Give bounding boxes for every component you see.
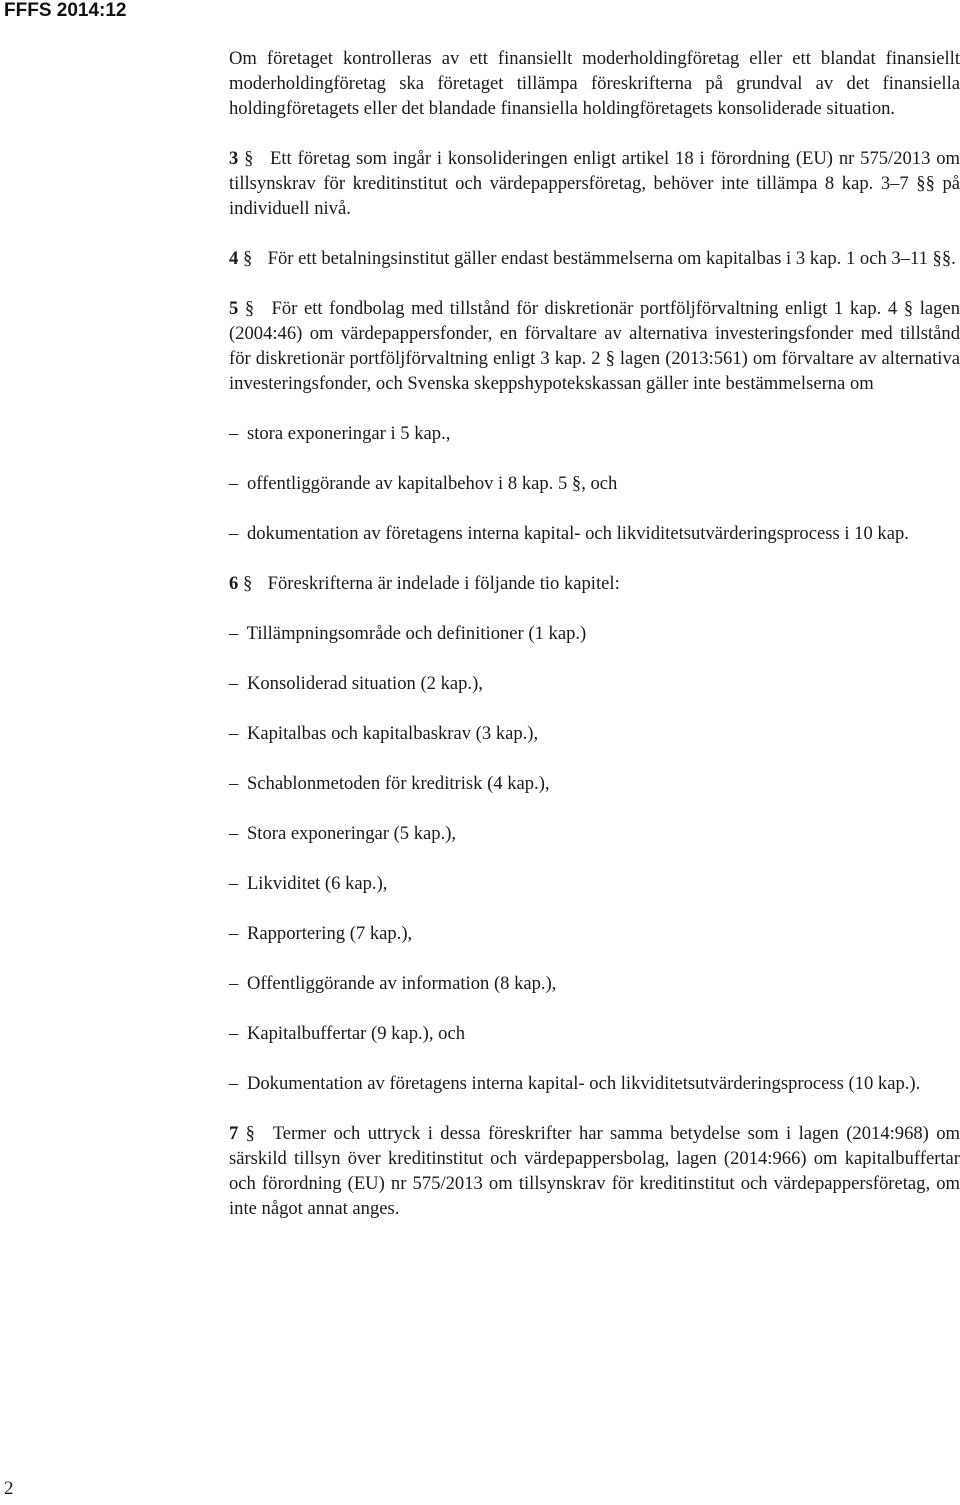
section-number: 3 [229,148,239,169]
list-item [229,1021,960,1046]
page-number: 2 [4,1478,14,1499]
section-6 [229,571,960,596]
section-5 [229,296,960,396]
dash-bullet: – [229,523,239,544]
document-body [229,46,960,1221]
section-5-list [229,421,960,546]
dash-bullet: – [229,1023,239,1044]
dash-bullet: – [229,723,239,744]
section-text: Ett företag som ingår i konsolideringen enligt artikel 18 i förordning (EU) nr 575/2013 om tillsynskrav för kreditinstitut och värdepappersföretag, behöver inte tillämpa 8 kap. 3–7 §§ på individuell nivå. [229,148,960,219]
list-item [229,721,960,746]
list-item-text: Likviditet (6 kap.), [246,873,388,894]
dash-bullet: – [229,473,239,494]
list-item-text: Kapitalbas och kapitalbaskrav (3 kap.), [246,723,539,744]
list-item [229,871,960,896]
document-header: FFFS 2014:12 [4,0,127,21]
dash-bullet: – [229,873,239,894]
section-number: 4 [229,248,239,269]
section-text: För ett fondbolag med tillstånd för diskretionär portföljförvaltning enligt 1 kap. 4 § lagen (2004:46) om värdepappersfonder, en förvaltare av alternativa investeringsfonder med tillstånd för diskretionär portföljförvaltning enligt 3 kap. 2 § lagen (2013:561) om förvaltare av alternativa investeringsfonder, och Svenska skeppshypotekskassan gäller inte bestämmelserna om [229,298,960,394]
section-6-list [229,621,960,1096]
dash-bullet: – [229,923,239,944]
list-item-text: Dokumentation av företagens interna kapital- och likviditetsutvärderingsprocess (10 kap.). [246,1073,921,1094]
section-number: 6 [229,573,239,594]
list-item [229,771,960,796]
dash-bullet: – [229,973,239,994]
dash-bullet: – [229,673,239,694]
dash-bullet: – [229,823,239,844]
list-item [229,1071,960,1096]
section-7 [229,1121,960,1221]
list-item-text: offentliggörande av kapitalbehov i 8 kap. 5 §, och [246,473,618,494]
section-sign: § [244,148,254,169]
list-item-text: dokumentation av företagens interna kapital- och likviditetsutvärderingsprocess i 10 kap. [246,523,909,544]
list-item-text: Schablonmetoden för kreditrisk (4 kap.), [246,773,550,794]
list-item-text: Rapportering (7 kap.), [246,923,413,944]
dash-bullet: – [229,423,239,444]
section-text: Termer och uttryck i dessa föreskrifter har samma betydelse som i lagen (2014:968) om särskild tillsyn över kreditinstitut och värdepappersbolag, lagen (2014:966) om kapitalbuffertar och förordning (EU) nr 575/2013 om tillsynskrav för kreditinstitut och värdepappersföretag, om inte något annat anges. [229,1123,960,1219]
list-item-text: Konsoliderad situation (2 kap.), [246,673,483,694]
list-item [229,421,960,446]
list-item [229,521,960,546]
section-text: För ett betalningsinstitut gäller endast bestämmelserna om kapitalbas i 3 kap. 1 och 3–11 §§. [267,248,956,269]
list-item [229,971,960,996]
intro-paragraph: Om företaget kontrolleras av ett finansiellt moderholdingföretag eller ett blandat finansiellt moderholdingföretag ska företaget tillämpa föreskrifterna på grundval av det finansiella holdingföretagets eller det blandade finansiella holdingföretagets konsoliderade situation. [229,48,960,119]
list-item [229,621,960,646]
section-3 [229,146,960,221]
list-item [229,821,960,846]
section-number: 5 [229,298,239,319]
list-item-text: Offentliggörande av information (8 kap.), [246,973,557,994]
list-item [229,471,960,496]
dash-bullet: – [229,773,239,794]
section-sign: § [242,573,253,594]
dash-bullet: – [229,623,239,644]
list-item-text: Kapitalbuffertar (9 kap.), och [246,1023,465,1044]
section-sign: § [242,248,253,269]
list-item-text: Tillämpningsområde och definitioner (1 kap.) [246,623,587,644]
list-item-text: Stora exponeringar (5 kap.), [246,823,457,844]
list-item [229,921,960,946]
section-4 [229,246,960,271]
dash-bullet: – [229,1073,239,1094]
list-item [229,671,960,696]
list-item-text: stora exponeringar i 5 kap., [246,423,451,444]
section-text: Föreskrifterna är indelade i följande tio kapitel: [267,573,620,594]
section-sign: § [244,298,255,319]
section-sign: § [245,1123,255,1144]
section-number: 7 [229,1123,239,1144]
